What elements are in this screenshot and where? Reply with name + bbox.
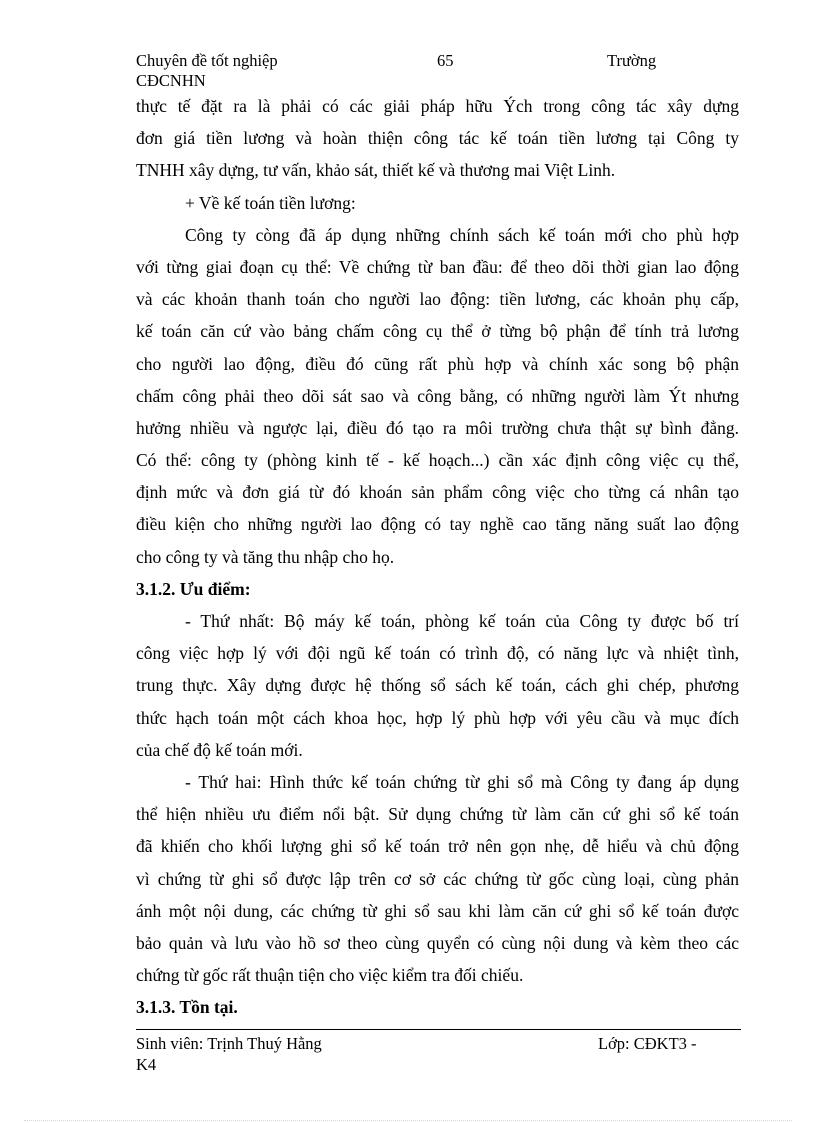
- header-school: Trường: [607, 51, 657, 70]
- text-line: với từng giai đoạn cụ thể: Về chứng từ ban đầu: để theo dõi thời gian lao động: [136, 256, 739, 277]
- text-line: - Thứ hai: Hình thức kế toán chứng từ ghi sổ mà Công ty đang áp dụng: [185, 771, 739, 792]
- header-title: Chuyên đề tốt nghiệp: [136, 51, 278, 70]
- document-body: [136, 90, 739, 1023]
- text-line: trung thực. Xây dựng được hệ thống sổ sách kế toán, cách ghi chép, phương: [136, 675, 739, 696]
- section-heading: 3.1.2. Ưu điểm:: [136, 578, 251, 599]
- text-line: chứng từ gốc rất thuận tiện cho việc kiểm tra đối chiếu.: [136, 965, 524, 986]
- page-number: 65: [437, 51, 454, 70]
- text-line: thực tế đặt ra là phải có các giải pháp hữu Ých trong công tác xây dựng: [136, 96, 739, 116]
- text-line: của chế độ kế toán mới.: [136, 739, 303, 760]
- text-line: TNHH xây dựng, tư vấn, khảo sát, thiết kế và thương mai Việt Linh.: [136, 160, 616, 181]
- text-line: thức hạch toán một cách khoa học, hợp lý phù hợp với yêu cầu và mục đích: [136, 707, 739, 728]
- header-school-continued: CĐCNHN: [136, 71, 206, 90]
- text-line: chấm công phải theo dõi sát sao và công bằng, có những người làm Ýt nhưng: [136, 385, 739, 406]
- text-line: cho công ty và tăng thu nhập cho họ.: [136, 546, 395, 567]
- text-line: thể hiện nhiều ưu điểm nổi bật. Sử dụng chứng từ làm căn cứ ghi sổ kế toán: [136, 804, 739, 825]
- text-line: đơn giá tiền lương và hoàn thiện công tác kế toán tiền lương tại Công ty: [136, 128, 739, 149]
- text-line: Có thể: công ty (phòng kinh tế - kế hoạch...) cần xác định công việc cụ thể,: [136, 450, 739, 471]
- text-line: - Thứ nhất: Bộ máy kế toán, phòng kế toán của Công ty được bố trí: [185, 611, 739, 631]
- text-line: đã khiến cho khối lượng ghi sổ kế toán trở nên gọn nhẹ, dễ hiểu và chủ động: [136, 836, 739, 857]
- text-line: và các khoản thanh toán cho người lao động: tiền lương, các khoản phụ cấp,: [136, 289, 739, 310]
- text-line: ánh một nội dung, các chứng từ ghi sổ sau khi làm căn cứ ghi sổ kế toán được: [136, 900, 739, 921]
- text-line: Công ty còng đã áp dụng những chính sách kế toán mới cho phù hợp: [185, 224, 739, 245]
- footer-rule: [136, 1029, 741, 1030]
- text-line: kế toán căn cứ vào bảng chấm công cụ thể ở từng bộ phận để tính trả lương: [136, 321, 739, 342]
- text-line: công việc hợp lý với đội ngũ kế toán có trình độ, có năng lực và nhiệt tình,: [136, 643, 739, 664]
- page-edge-divider: [24, 1120, 792, 1121]
- text-line: hưởng nhiều và ngược lại, điều đó tạo ra môi trường chưa thật sự bình đẳng.: [136, 417, 739, 438]
- footer-class-continued: K4: [136, 1055, 157, 1074]
- footer-student: Sinh viên: Trịnh Thuý Hằng: [136, 1034, 322, 1053]
- footer-class: Lớp: CĐKT3 -: [598, 1034, 697, 1053]
- text-line: vì chứng từ ghi sổ được lập trên cơ sở các chứng từ gốc cùng loại, cùng phản: [136, 868, 739, 889]
- text-line: điều kiện cho những người lao động có tay nghề cao tăng năng suất lao động: [136, 514, 739, 535]
- text-line: định mức và đơn giá từ đó khoán sản phẩm công việc cho từng cá nhân tạo: [136, 482, 739, 503]
- text-line: bảo quản và lưu vào hồ sơ theo cùng quyển có cùng nội dung và kèm theo các: [136, 932, 739, 953]
- section-heading: 3.1.3. Tồn tại.: [136, 997, 238, 1018]
- text-line: cho người lao động, điều đó cũng rất phù hợp và chính xác song bộ phận: [136, 353, 739, 374]
- text-line: + Về kế toán tiền lương:: [185, 192, 356, 213]
